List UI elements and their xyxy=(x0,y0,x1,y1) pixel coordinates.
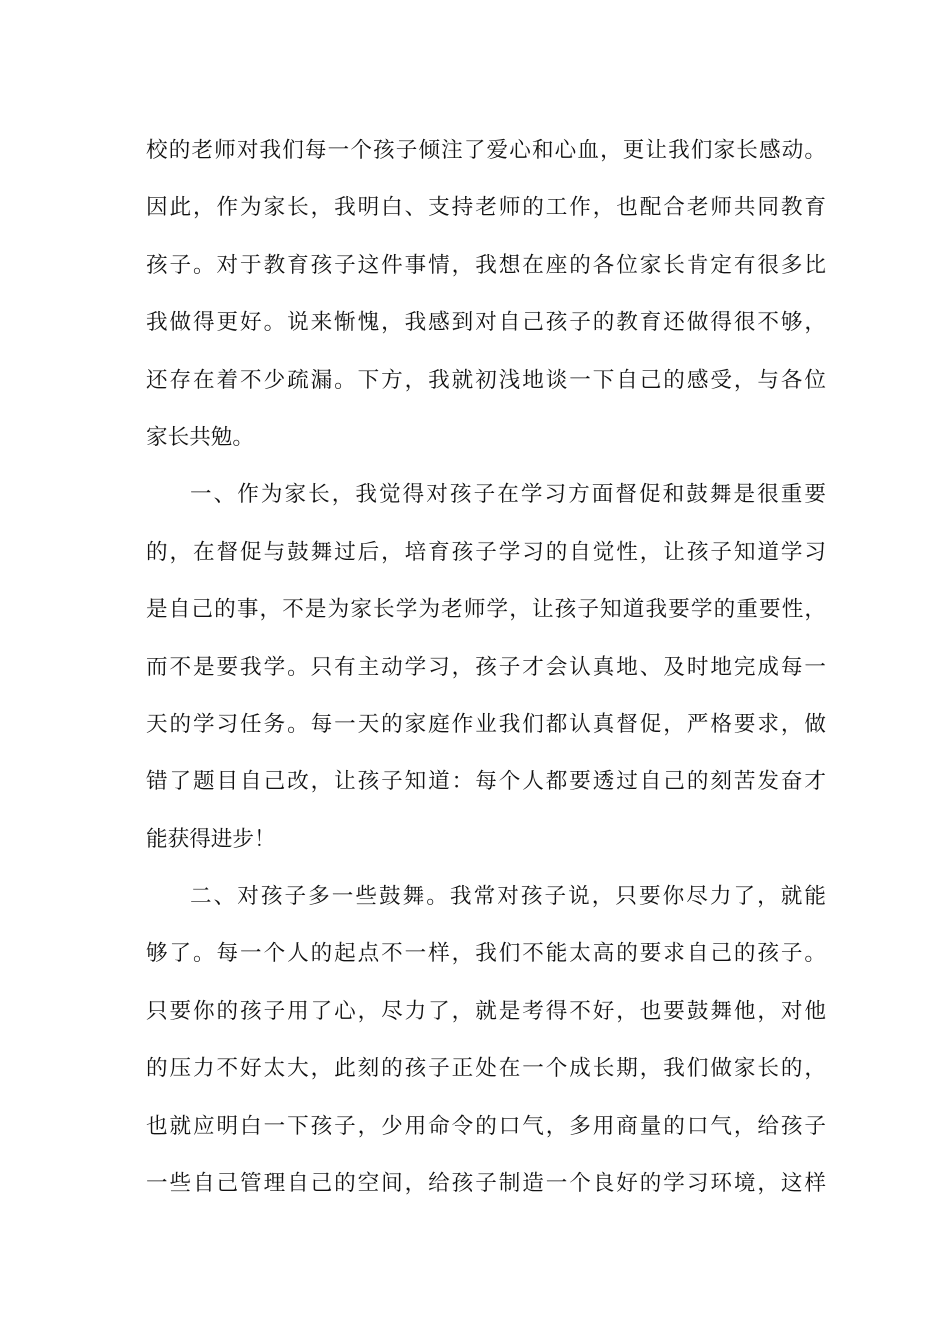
text-line: 而不是要我学。只有主动学习，孩子才会认真地、及时地完成每一 xyxy=(146,654,826,680)
text-line: 家长共勉。 xyxy=(146,424,254,450)
text-line: 一些自己管理自己的空间，给孩子制造一个良好的学习环境，这样 xyxy=(146,1171,826,1197)
paragraph-one-start: 一、作为家长，我觉得对孩子在学习方面督促和鼓舞是很重要 xyxy=(190,482,826,508)
text-line: 能获得进步！ xyxy=(146,826,276,852)
text-line: 天的学习任务。每一天的家庭作业我们都认真督促，严格要求，做 xyxy=(146,711,826,737)
text-line: 因此，作为家长，我明白、支持老师的工作，也配合老师共同教育 xyxy=(146,195,826,221)
text-line: 我做得更好。说来惭愧，我感到对自己孩子的教育还做得很不够， xyxy=(146,310,826,336)
body-text xyxy=(146,131,826,1221)
text-line: 是自己的事，不是为家长学为老师学，让孩子知道我要学的重要性， xyxy=(146,597,826,623)
text-line: 的，在督促与鼓舞过后，培育孩子学习的自觉性，让孩子知道学习 xyxy=(146,539,826,565)
text-line: 的压力不好太大，此刻的孩子正处在一个成长期，我们做家长的， xyxy=(146,1056,826,1082)
text-line: 只要你的孩子用了心，尽力了，就是考得不好，也要鼓舞他，对他 xyxy=(146,998,826,1024)
paragraph-two-start: 二、对孩子多一些鼓舞。我常对孩子说，只要你尽力了，就能 xyxy=(190,884,826,910)
text-line: 还存在着不少疏漏。下方，我就初浅地谈一下自己的感受，与各位 xyxy=(146,367,826,393)
text-line: 错了题目自己改，让孩子知道：每个人都要透过自己的刻苦发奋才 xyxy=(146,769,826,795)
text-line: 也就应明白一下孩子，少用命令的口气，多用商量的口气，给孩子 xyxy=(146,1113,826,1139)
text-line: 孩子。对于教育孩子这件事情，我想在座的各位家长肯定有很多比 xyxy=(146,252,826,278)
text-line: 够了。每一个人的起点不一样，我们不能太高的要求自己的孩子。 xyxy=(146,941,826,967)
text-line: 校的老师对我们每一个孩子倾注了爱心和心血，更让我们家长感动。 xyxy=(146,138,826,163)
